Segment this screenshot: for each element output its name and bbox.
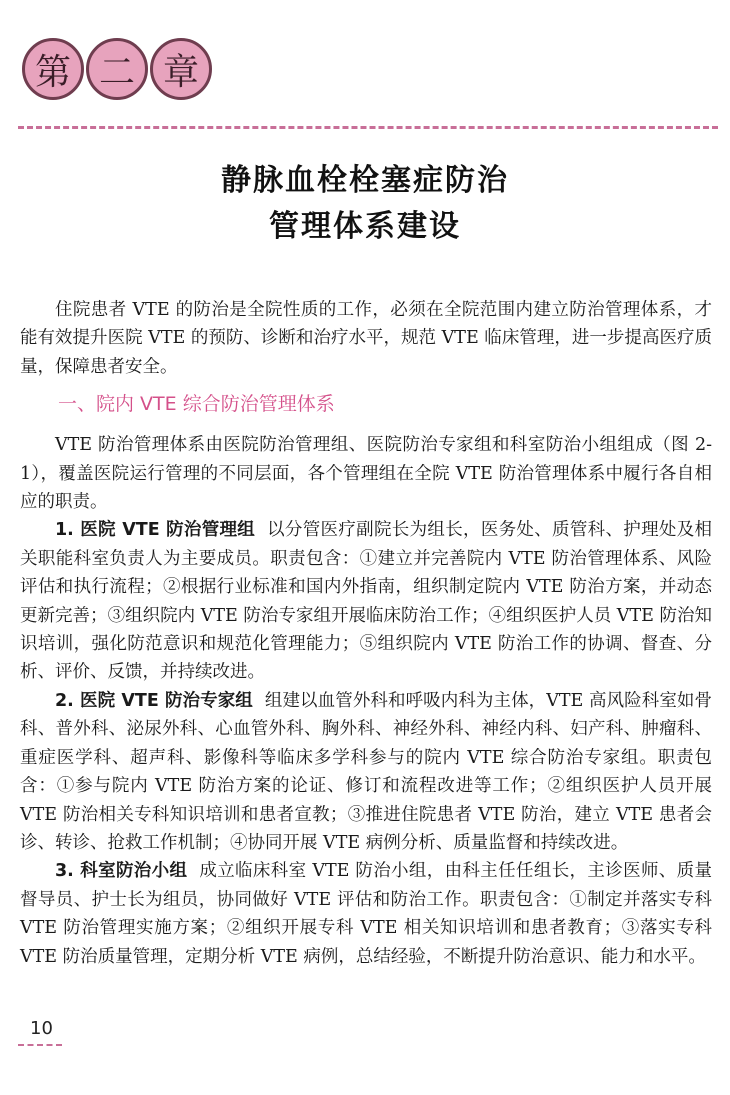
item-term-1: 1. 医院 VTE 防治管理组 (55, 520, 256, 541)
item-paragraph-3 (20, 857, 712, 971)
item-text-2: 组建以血管外科和呼吸内科为主体，VTE 高风险科室如骨科、普外科、泌尿外科、心血管外科、胸外科、神经外科、神经内科、妇产科、肿瘤科、重症医学科、超声科、影像科等临床多学科参与的院内 VTE 综合防治专家组。职责包含：①参与院内 VTE 防治方案的论证、修订和流程改进等工作；②组织医护人员开展 VTE 防治相关专科知识培训和患者宣教；③推进住院患者 VTE 防治，建立 VTE 患者会诊、转诊、抢救工作机制；④协同开展 VTE 病例分析、质量监督和持续改进。 (20, 690, 712, 853)
footer-divider (18, 1044, 62, 1046)
page-number: 10 (30, 1018, 53, 1039)
item-term-3: 3. 科室防治小组 (55, 861, 188, 882)
chapter-char-2: 二 (86, 38, 148, 100)
chapter-char-1: 第 (22, 38, 84, 100)
body-text (20, 296, 712, 971)
intro-paragraph: 住院患者 VTE 的防治是全院性质的工作，必须在全院范围内建立防治管理体系，才能有效提升医院 VTE 的预防、诊断和治疗水平，规范 VTE 临床管理，进一步提高医疗质量，保障患者安全。 (20, 300, 712, 377)
item-paragraph-2 (20, 687, 712, 857)
section-paragraph: VTE 防治管理体系由医院防治管理组、医院防治专家组和科室防治小组组成（图 2-1），覆盖医院运行管理的不同层面，各个管理组在全院 VTE 防治管理体系中履行各自相应的职责。 (20, 435, 712, 513)
section-heading: 一、院内 VTE 综合防治管理体系 (58, 393, 335, 416)
page-title (0, 158, 730, 250)
title-line-1: 静脉血栓栓塞症防治 (221, 163, 509, 198)
item-term-2: 2. 医院 VTE 防治专家组 (55, 690, 253, 711)
header-divider (18, 126, 718, 129)
item-paragraph-1 (20, 516, 712, 686)
chapter-badge (22, 38, 212, 100)
chapter-char-3: 章 (150, 38, 212, 100)
item-text-3: 成立临床科室 VTE 防治小组，由科主任任组长，主诊医师、质量督导员、护士长为组员，协同做好 VTE 评估和防治工作。职责包含：①制定并落实专科 VTE 防治管理实施方案；②组织开展专科 VTE 相关知识培训和患者教育；③落实专科 VTE 防治质量管理，定期分析 VTE 病例，总结经验，不断提升防治意识、能力和水平。 (20, 861, 712, 967)
item-text-1: 以分管医疗副院长为组长，医务处、质管科、护理处及相关职能科室负责人为主要成员。职责包含：①建立并完善院内 VTE 防治管理体系、风险评估和执行流程；②根据行业标准和国内外指南，组织制定院内 VTE 防治方案，并动态更新完善；③组织院内 VTE 防治专家组开展临床防治工作；④组织医护人员 VTE 防治知识培训，强化防范意识和规范化管理能力；⑤组织院内 VTE 防治工作的协调、督查、分析、评价、反馈，并持续改进。 (20, 520, 713, 683)
title-line-2: 管理体系建设 (269, 209, 461, 244)
